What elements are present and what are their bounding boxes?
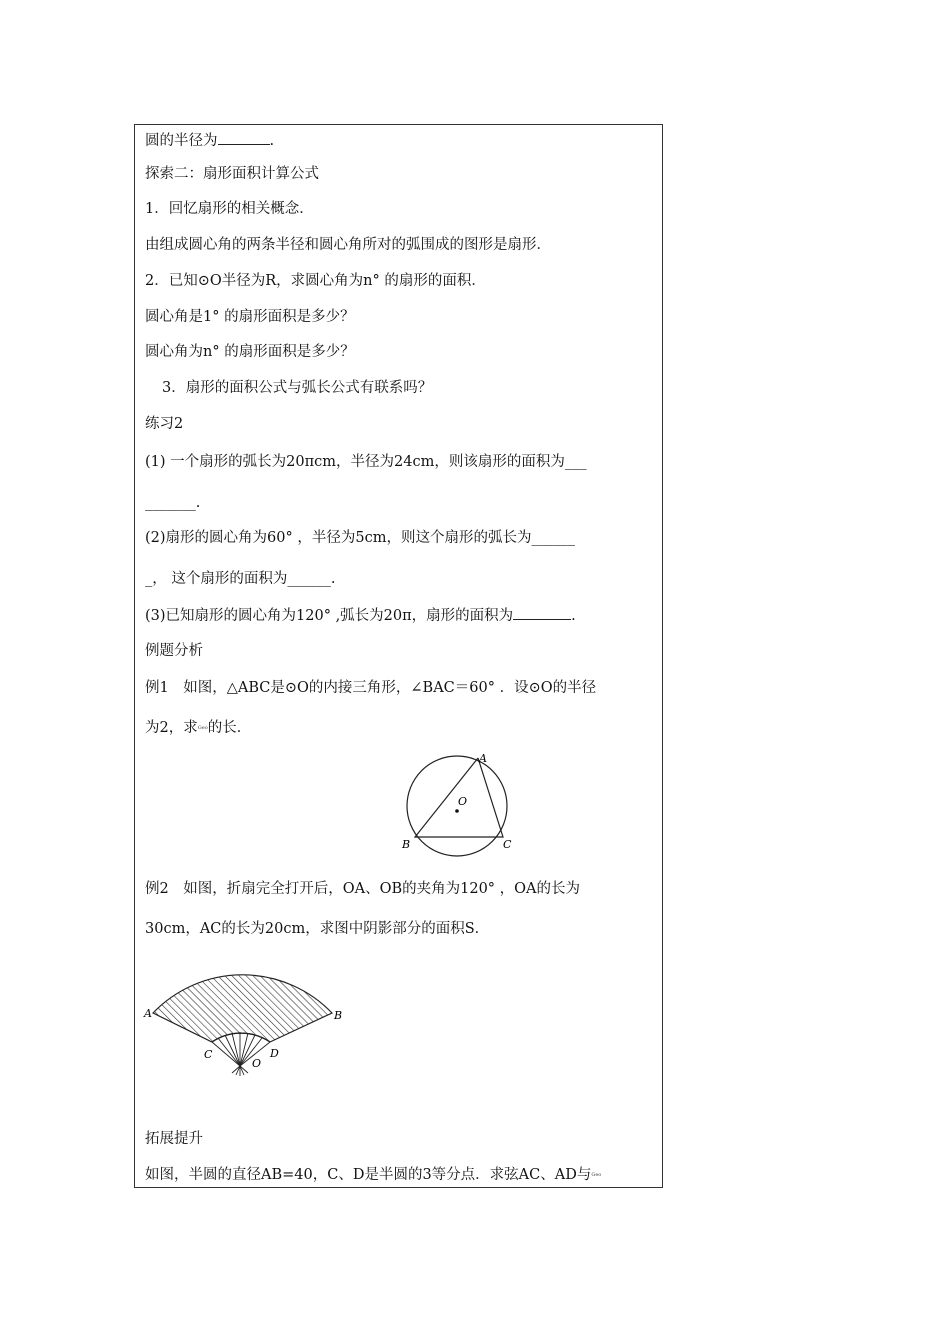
label-c: C	[503, 838, 512, 851]
shaded-region	[153, 975, 332, 1042]
line-definition: 由组成圆心角的两条半径和圆心角所对的弧围成的图形是扇形．	[145, 237, 551, 253]
label-a: A	[144, 1007, 152, 1020]
label-a: A	[479, 752, 487, 765]
center-point	[455, 809, 459, 813]
heading-practice-2: 练习2	[145, 416, 184, 432]
figure-folding-fan	[140, 955, 355, 1080]
label-b: B	[334, 1009, 343, 1022]
practice-2: (2)扇形的圆心角为60° ，半径为5cm，则这个扇形的弧长为______	[145, 530, 575, 546]
practice-2-cont: _， 这个扇形的面积为______.	[145, 571, 336, 587]
line-recall: 1．回忆扇形的相关概念．	[145, 201, 314, 217]
heading-examples: 例题分析	[145, 643, 203, 659]
heading-explore-two: 探索二：扇形面积计算公式	[145, 166, 319, 182]
figure-inscribed-triangle	[395, 748, 520, 858]
line-question-2: 2．已知⊙O半径为R，求圆心角为n° 的扇形的面积．	[145, 273, 486, 289]
line-one-degree: 圆心角是1° 的扇形面积是多少？	[145, 309, 355, 325]
label-b: B	[402, 838, 411, 851]
answer-blank	[218, 130, 270, 145]
practice-1-cont: _______.	[145, 495, 201, 511]
heading-extension: 拓展提升	[145, 1131, 203, 1147]
embedded-formula: Geo	[591, 1171, 602, 1178]
practice-3: (3)已知扇形的圆心角为120° ,弧长为20π，扇形的面积为 .	[145, 605, 576, 626]
label-o: O	[252, 1057, 262, 1070]
line-n-degree: 圆心角为n° 的扇形面积是多少？	[145, 344, 355, 360]
line-radius: 圆的半径为 .	[145, 130, 274, 151]
extension-problem: 如图，半圆的直径AB=40，C、D是半圆的3等分点．求弦AC、AD与Geo	[145, 1167, 602, 1183]
example-2-cont: 30cm，AC的长为20cm，求图中阴影部分的面积S．	[145, 921, 490, 937]
example-1-cont: 为2，求Geo的长．	[145, 720, 252, 736]
line-question-3: 3．扇形的面积公式与弧长公式有联系吗？	[162, 380, 433, 396]
answer-blank	[513, 605, 571, 620]
label-c: C	[204, 1048, 213, 1061]
circle-o	[407, 756, 507, 856]
embedded-formula: Geo	[197, 724, 208, 731]
example-2: 例2 如图，折扇完全打开后，OA、OB的夹角为120° ，OA的长为	[145, 881, 581, 897]
example-1: 例1 如图，△ABC是⊙O的内接三角形，∠BAC＝60° ．设⊙O的半径	[145, 680, 597, 696]
fan-ribs	[212, 1032, 270, 1076]
label-o: O	[458, 795, 468, 808]
label-d: D	[270, 1047, 279, 1060]
practice-1: (1) 一个扇形的弧长为20πcm，半径为24cm，则该扇形的面积为___	[145, 454, 587, 470]
